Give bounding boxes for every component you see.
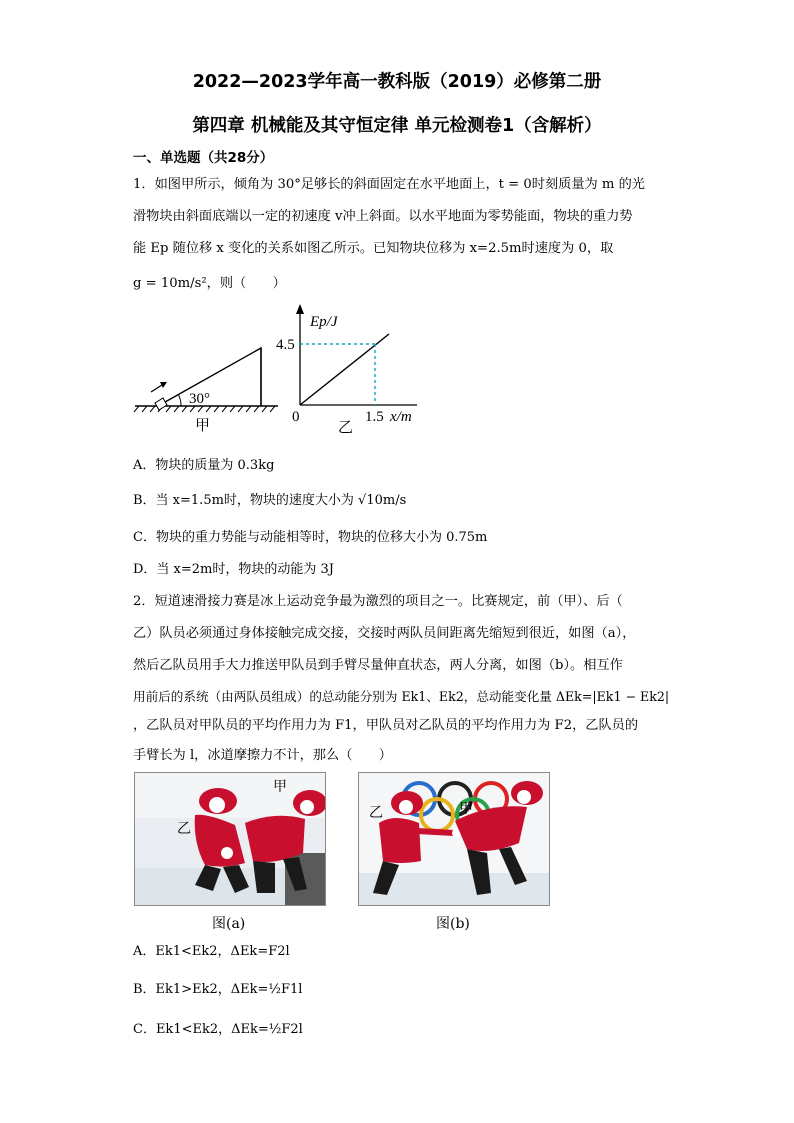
q2-text-line-3: 然后乙队员用手大力推送甲队员到手臂尽量伸直状态，两人分离，如图（b）。相互作 [133,658,623,673]
figure-caption-jia: 甲 [195,418,211,434]
q1-option-b: B．当 x=1.5m时，物块的速度大小为 √10m/s [133,493,407,508]
section-heading: 一、单选题（共28分） [133,150,274,166]
q2-text-line-5: ，乙队员对甲队员的平均作用力为 F1，甲队员对乙队员的平均作用力为 F2，乙队员的 [133,718,639,733]
skaters-illustration-a [135,773,325,905]
q2-option-b: B．Ek1>Ek2，ΔEk=½F1l [133,982,303,997]
photo-b-caption: 图(b) [436,916,470,932]
q2-text-line-4: 用前后的系统（由两队员组成）的总动能分别为 Ek1、Ek2，总动能变化量 ΔEk=|Ek1 − Ek2| [133,689,670,704]
page-subtitle: 第四章 机械能及其守恒定律 单元检测卷1（含解析） [192,116,602,136]
q1-option-c: C．物块的重力势能与动能相等时，物块的位移大小为 0.75m [133,530,488,545]
q2-text-line-1: 2．短道速滑接力赛是冰上运动竞争最为激烈的项目之一。比赛规定，前（甲）、后（ [133,594,623,609]
ep-x-graph [272,302,427,437]
photo-a [134,772,326,906]
photo-a-label-jia: 甲 [273,780,287,795]
q1-text-line-1: 1．如图甲所示，倾角为 30°足够长的斜面固定在水平地面上，t = 0时刻质量为 m 的光 [133,177,645,192]
skaters-illustration-b [359,773,549,905]
q1-option-a: A．物块的质量为 0.3kg [133,458,275,473]
figure-caption-yi: 乙 [338,420,354,436]
x-tick-label: 1.5 [365,409,384,425]
q1-option-d: D．当 x=2m时，物块的动能为 3J [133,562,334,577]
q1-text-line-2: 滑物块由斜面底端以一定的初速度 v冲上斜面。以水平地面为零势能面，物块的重力势 [133,209,633,224]
angle-label: 30° [189,391,210,407]
photo-a-caption: 图(a) [212,916,246,932]
block [155,398,167,410]
photo-a-label-yi: 乙 [177,822,191,837]
photo-b-label-yi: 乙 [369,806,383,821]
photo-b-label-jia: 甲 [459,802,473,817]
q2-option-a: A．Ek1<Ek2，ΔEk=F2l [133,944,290,959]
photo-b [358,772,550,906]
velocity-arrow [151,382,167,392]
incline-figure [133,300,283,435]
q2-text-line-2: 乙）队员必须通过身体接触完成交接，交接时两队员间距离先缩短到很近，如图（a）， [133,626,636,641]
y-axis-label: Ep/J [310,314,338,330]
q2-option-c: C．Ek1<Ek2，ΔEk=½F2l [133,1022,303,1037]
q1-text-line-4: g = 10m/s²，则（ ） [133,276,286,291]
x-axis-label: x/m [390,409,412,425]
page-title: 2022—2023学年高一教科版（2019）必修第二册 [192,72,602,92]
y-tick-label: 4.5 [276,337,295,353]
q2-text-line-6: 手臂长为 l，冰道摩擦力不计，那么（ ） [133,748,392,763]
q1-text-line-3: 能 Ep 随位移 x 变化的关系如图乙所示。已知物块位移为 x=2.5m时速度为 0，取 [133,241,614,256]
origin-label: 0 [292,409,300,425]
